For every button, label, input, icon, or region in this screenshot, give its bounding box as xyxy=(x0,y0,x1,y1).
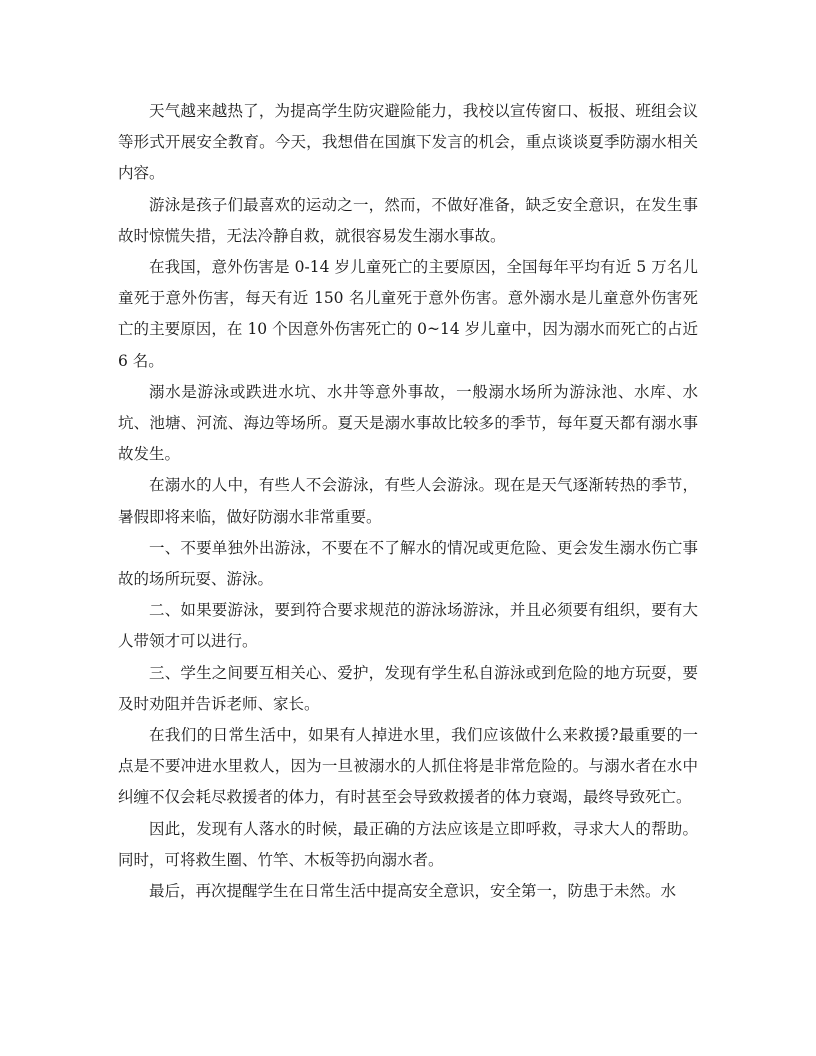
paragraph: 二、如果要游泳，要到符合要求规范的游泳场游泳，并且必须要有组织，要有大人带领才可以进行。 xyxy=(118,601,698,651)
paragraph: 因此，发现有人落水的时候，最正确的方法应该是立即呼救，寻求大人的帮助。同时，可将救生圈、竹竿、木板等扔向溺水者。 xyxy=(118,819,698,869)
paragraph: 在我国，意外伤害是 0-14 岁儿童死亡的主要原因，全国每年平均有近 5 万名儿童死于意外伤害，每天有近 150 名儿童死于意外伤害。意外溺水是儿童意外伤害死亡的主要原因，在 10 个因意外伤害死亡的 0~14 岁儿童中，因为溺水而死亡的占近 6 名。 xyxy=(118,258,698,370)
document-body xyxy=(118,96,698,907)
paragraph: 天气越来越热了，为提高学生防灾避险能力，我校以宣传窗口、板报、班组会议等形式开展安全教育。今天，我想借在国旗下发言的机会，重点谈谈夏季防溺水相关内容。 xyxy=(118,102,698,183)
paragraph: 游泳是孩子们最喜欢的运动之一，然而，不做好准备，缺乏安全意识，在发生事故时惊慌失措，无法冷静自救，就很容易发生溺水事故。 xyxy=(118,195,698,245)
paragraph: 三、学生之间要互相关心、爱护，发现有学生私自游泳或到危险的地方玩耍，要及时劝阻并告诉老师、家长。 xyxy=(118,663,698,713)
paragraph: 最后，再次提醒学生在日常生活中提高安全意识，安全第一，防患于未然。水 xyxy=(149,882,677,901)
paragraph: 在我们的日常生活中，如果有人掉进水里，我们应该做什么来救援?最重要的一点是不要冲进水里救人，因为一旦被溺水的人抓住将是非常危险的。与溺水者在水中纠缠不仅会耗尽救援者的体力，有时甚至会导致救援者的体力衰竭，最终导致死亡。 xyxy=(118,726,698,807)
paragraph: 溺水是游泳或跌进水坑、水井等意外事故，一般溺水场所为游泳池、水库、水坑、池塘、河流、海边等场所。夏天是溺水事故比较多的季节，每年夏天都有溺水事故发生。 xyxy=(118,382,698,464)
paragraph: 在溺水的人中，有些人不会游泳，有些人会游泳。现在是天气逐渐转热的季节，暑假即将来临，做好防溺水非常重要。 xyxy=(118,476,698,526)
paragraph: 一、不要单独外出游泳，不要在不了解水的情况或更危险、更会发生溺水伤亡事故的场所玩耍、游泳。 xyxy=(118,538,698,589)
